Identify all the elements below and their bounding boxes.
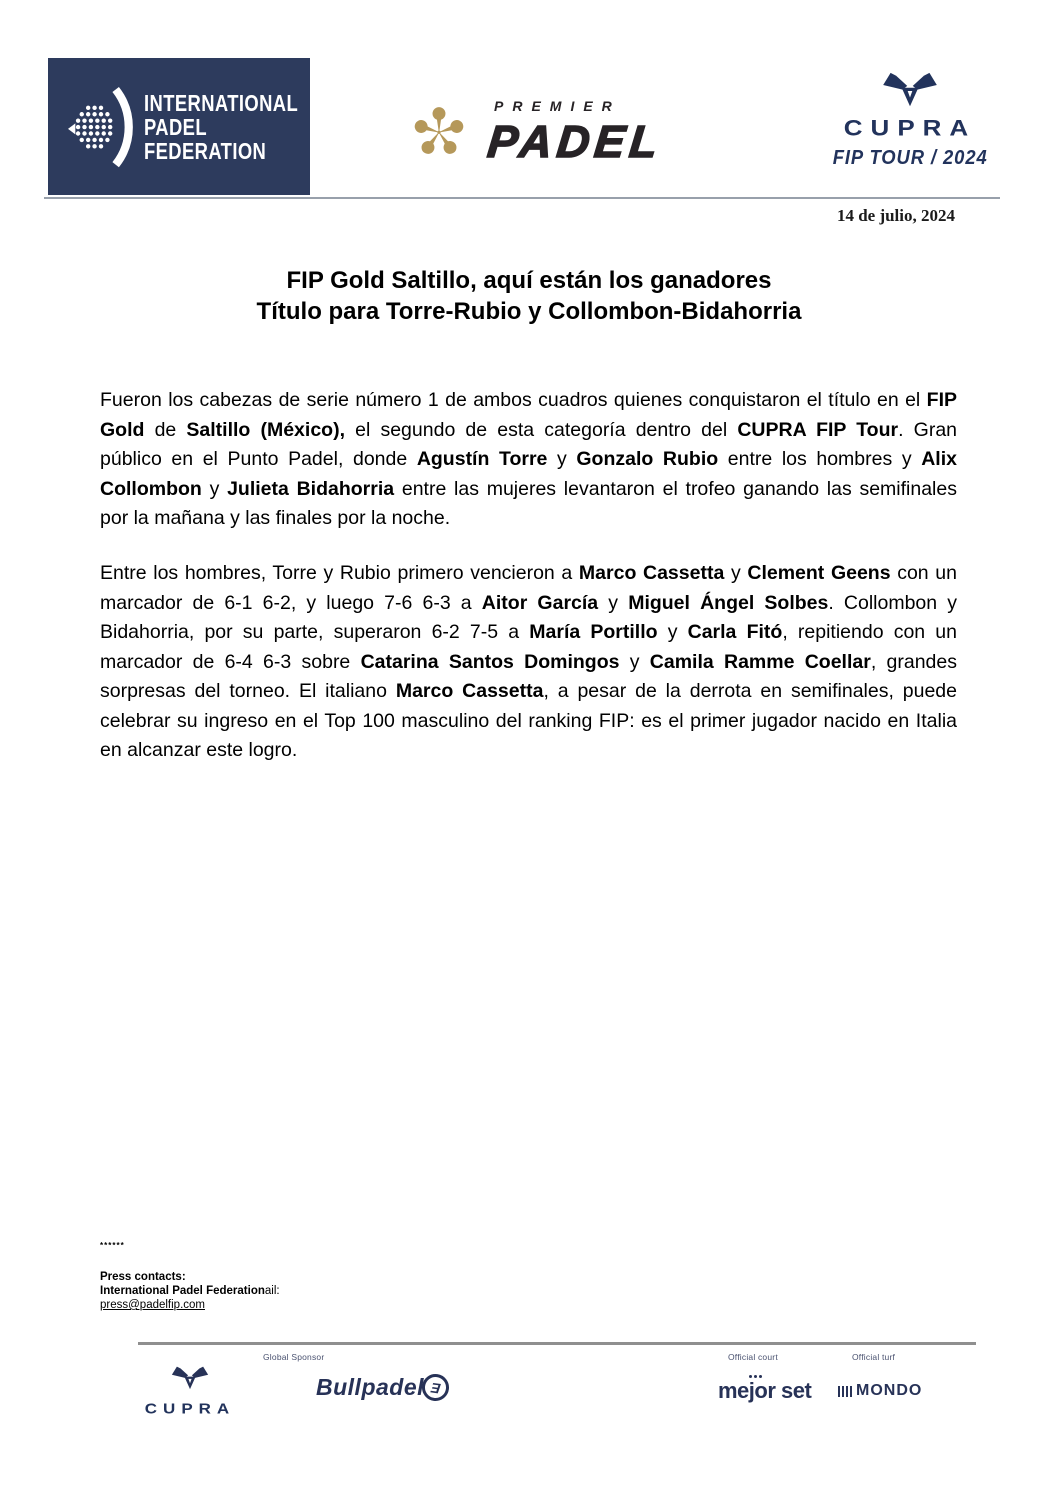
ipf-logo <box>48 58 310 195</box>
org-suffix: ail: <box>264 1285 280 1297</box>
paragraph-2: Entre los hombres, Torre y Rubio primero vencieron a Marco Cassetta y Clement Geens con un marcador de 6-1 6-2, y luego 7-6 6-3 a Aitor García y Miguel Ángel Solbes. Collombon y Bidahorria, por su parte, superaron 6-2 7-5 a María Portillo y Carla Fitó, repitiendo con un marcador de 6-4 6-3 sobre Catarina Santos Domingos y Camila Ramme Coellar, grandes sorpresas del torneo. El italiano Marco Cassetta, a pesar de la derrota en semifinales, puede celebrar su ingreso en el Top 100 masculino del ranking FIP: es el primer jugador nacido en Italia en alcanzar este logro. <box>100 562 958 761</box>
mondo-logo <box>838 1382 922 1400</box>
org-name: International Padel Federation <box>100 1285 265 1297</box>
bullpadel-logo <box>316 1374 449 1401</box>
press-contacts-org <box>100 1284 280 1298</box>
separator-asterisks: ****** <box>100 1241 125 1250</box>
mejorset-crown-icon <box>749 1375 752 1378</box>
paragraph-1: Fueron los cabezas de serie número 1 de ambos cuadros quienes conquistaron el título en el FIP Gold de Saltillo (México), el segundo de esta categoría dentro del CUPRA FIP Tour. Gran público en el Punto Padel, donde Agustín Torre y Gonzalo Rubio entre los hombres y Alix Collombon y Julieta Bidahorria entre las mujeres levantaron el trofeo ganando las semifinales por la mañana y las finales por la noche. <box>100 389 958 529</box>
footer-divider <box>138 1342 976 1345</box>
bullpadel-wordmark: Bullpadel <box>316 1374 425 1400</box>
press-contacts-label: Press contacts: <box>100 1271 186 1283</box>
cupra-footer-wordmark: CUPRA <box>144 1400 236 1417</box>
mejorset-wordmark: mejor set <box>718 1378 812 1403</box>
header-divider <box>44 197 1000 199</box>
ipf-emblem-icon <box>68 84 134 172</box>
cupra-wordmark: CUPRA <box>843 115 977 141</box>
fip-tour-2024-text: FIP TOUR / 2024 <box>832 147 988 169</box>
document-title <box>0 265 1058 327</box>
document-date: 14 de julio, 2024 <box>836 206 955 225</box>
press-contacts-block <box>100 1239 280 1312</box>
title-line-1: FIP Gold Saltillo, aquí están los ganadores <box>286 267 772 294</box>
press-email-link[interactable]: press@padelfip.com <box>100 1299 205 1311</box>
mondo-bars-icon <box>838 1386 840 1397</box>
padel-wordmark: PADEL <box>485 116 665 167</box>
ipf-logo-text: INTERNATIONAL PADEL FEDERATION <box>144 90 299 164</box>
title-line-2: Título para Torre-Rubio y Collombon-Bidahorria <box>256 298 802 325</box>
cupra-fip-tour-logo <box>826 72 994 170</box>
cupra-bull-icon <box>882 72 938 109</box>
official-turf-label: Official turf <box>852 1352 896 1362</box>
premier-flower-icon <box>408 100 470 162</box>
cupra-footer-logo <box>138 1366 242 1419</box>
premier-wordmark: PREMIER <box>494 98 621 114</box>
cupra-bull-icon <box>171 1366 209 1391</box>
mejorset-logo <box>718 1378 811 1404</box>
premier-padel-logo <box>408 96 708 176</box>
bullpadel-racket-icon: Ǝ <box>420 1372 450 1402</box>
mondo-wordmark: MONDO <box>856 1382 923 1399</box>
global-sponsor-label: Global Sponsor <box>263 1352 325 1362</box>
official-court-label: Official court <box>728 1352 778 1362</box>
